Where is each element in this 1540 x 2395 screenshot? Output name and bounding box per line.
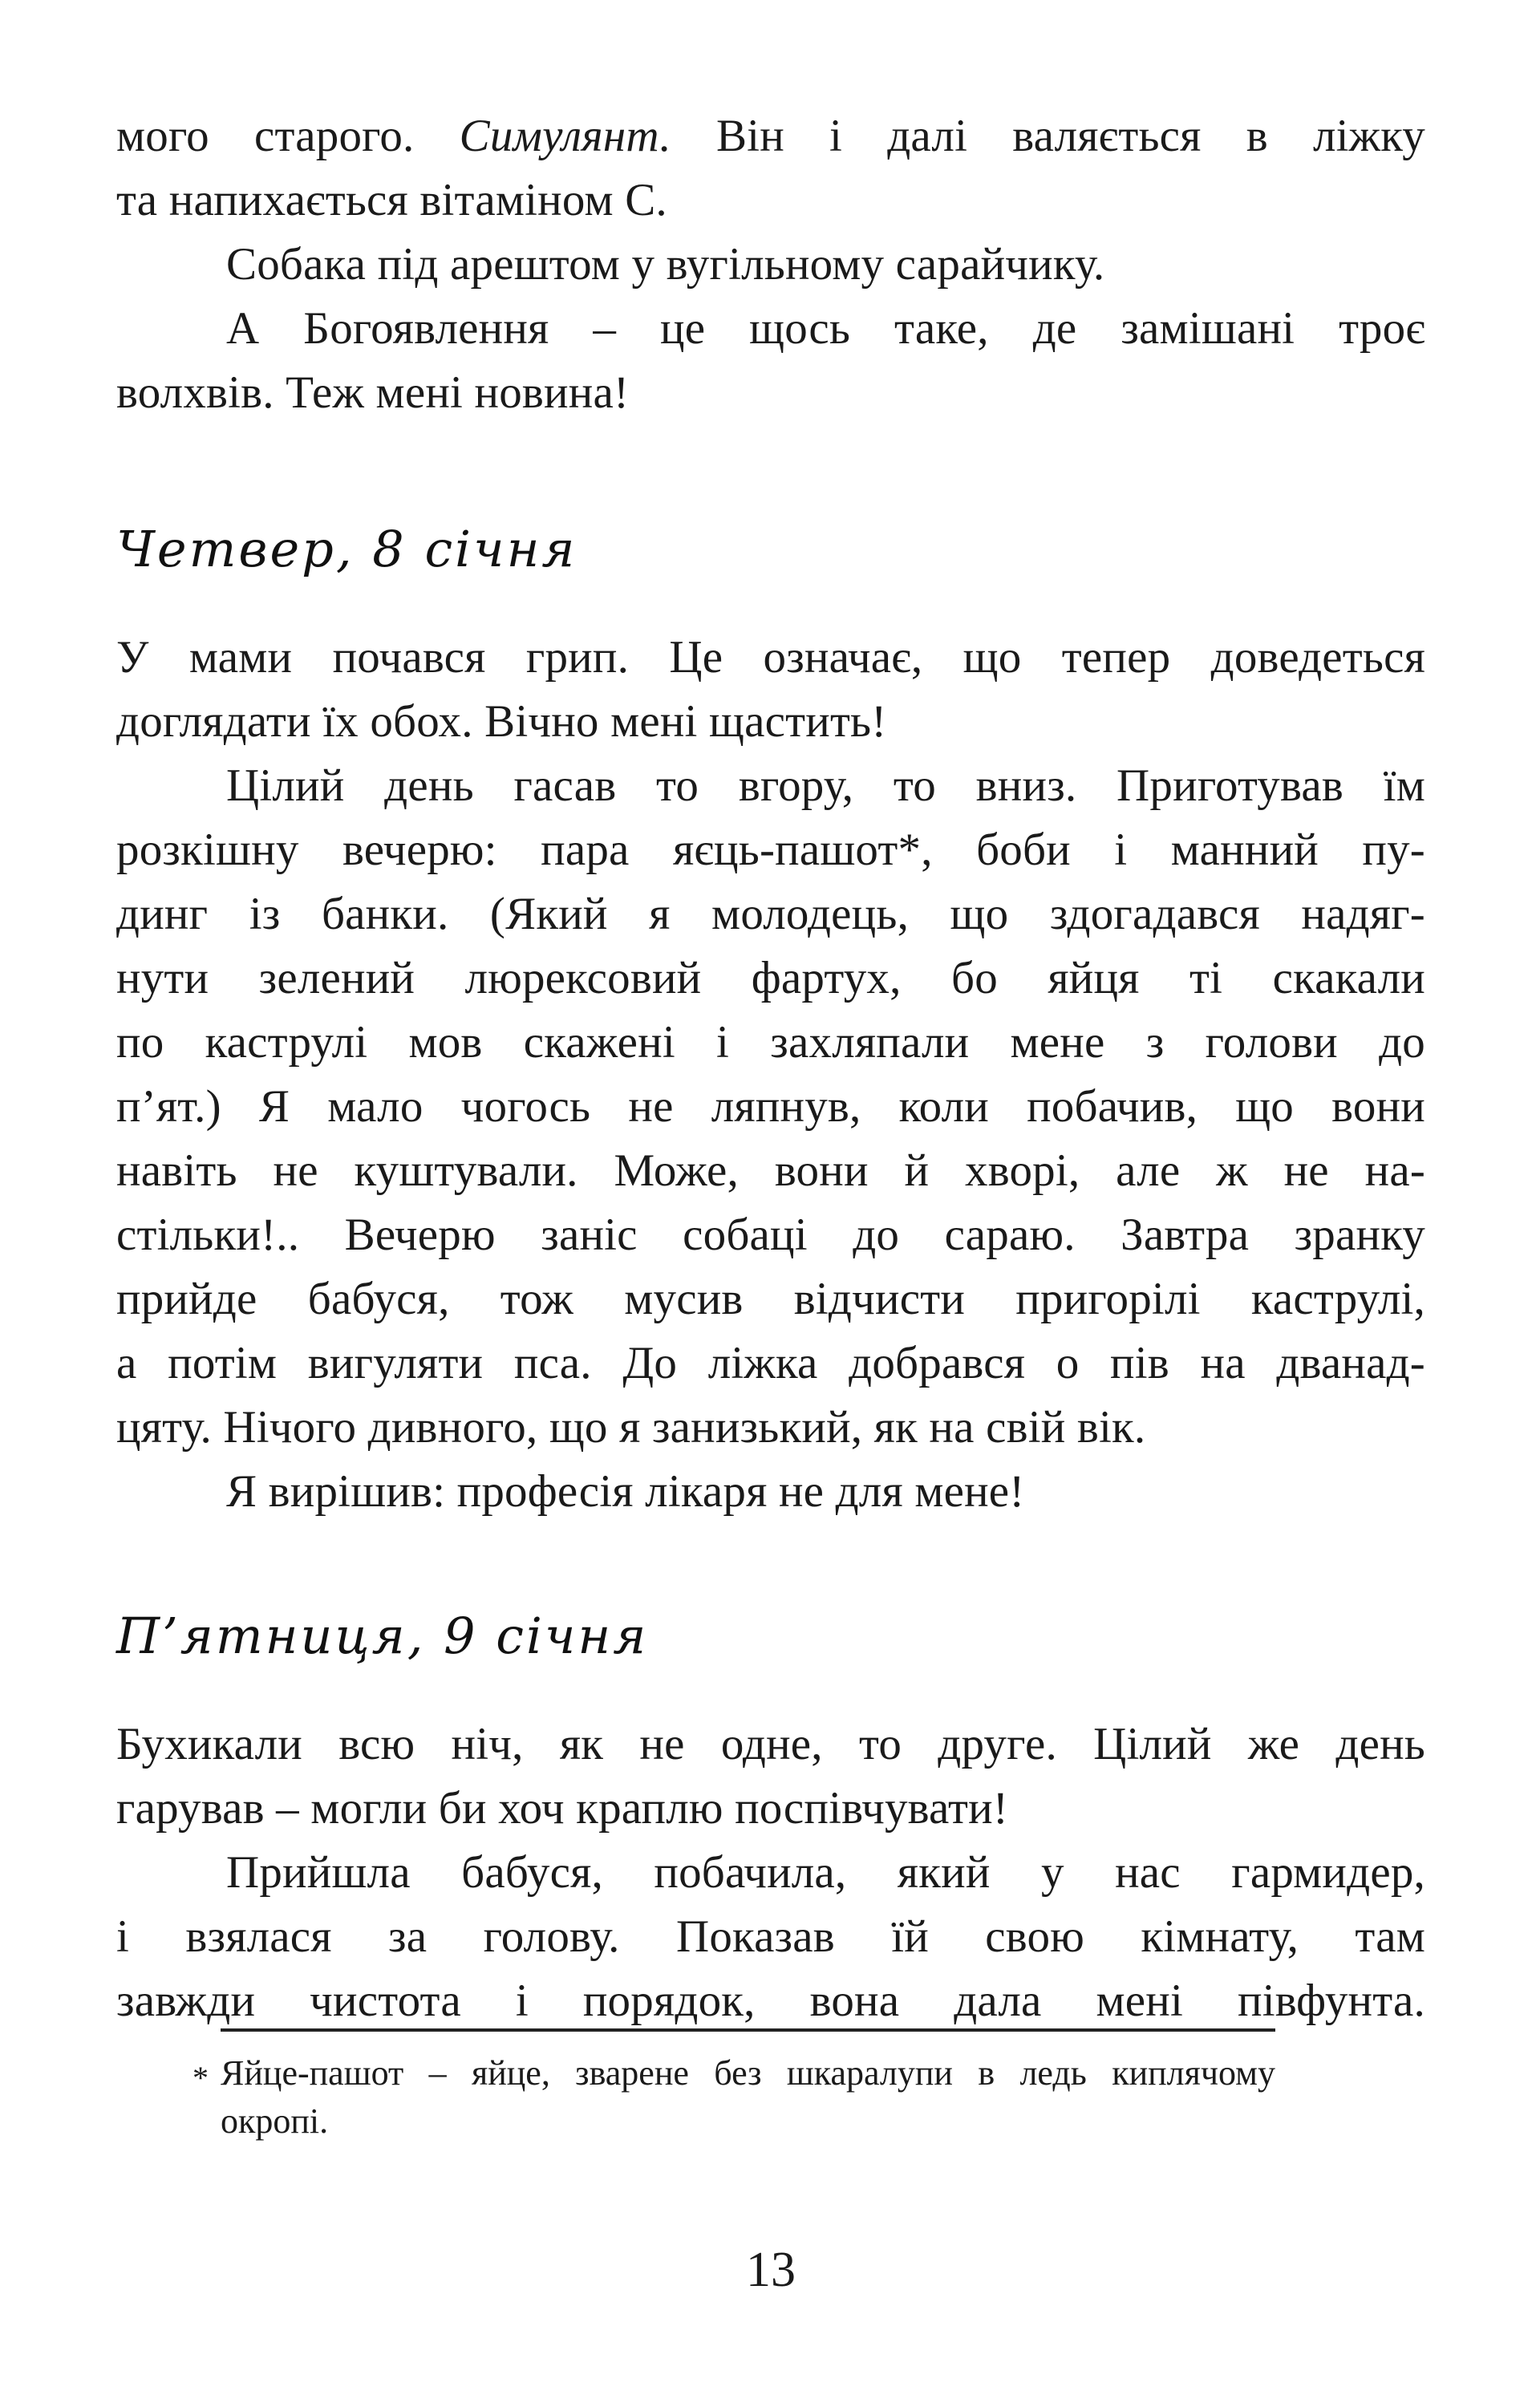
body-line: Бухикали всю ніч, як не одне, то друге. Цілий же день [116,1719,1425,1769]
italic-word: Симулянт. [459,111,671,161]
body-line: по каструлі мов скажені і захляпали мене з голови до [116,1017,1425,1068]
body-text: мого старого. [116,111,460,161]
footnote-text: окропі. [221,2101,329,2141]
body-text: Він і далі валяється в ліжку [671,111,1425,161]
body-line: гарував – могли би хоч краплю поспівчувати! [116,1783,1009,1834]
body-line: доглядати їх обох. Вічно мені щастить! [116,696,887,747]
body-line: розкішну вечерю: пара яєць-пашот*, боби і манний пу- [116,825,1425,875]
body-line: А Богоявлення – це щось таке, де замішані троє [226,303,1425,354]
footnote-separator [221,2028,1275,2032]
footnote-text: Яйце-пашот – яйце, зварене без шкаралупи в ледь киплячому [221,2053,1275,2093]
body-line: п’ят.) Я мало чогось не ляпнув, коли побачив, що вони [116,1081,1425,1132]
body-line: Я вирішив: професія лікаря не для мене! [226,1466,1025,1517]
body-line: Прийшла бабуся, побачила, який у нас гармидер, [226,1847,1425,1898]
page-number: 13 [746,2243,796,2297]
body-line: Цілий день гасав то вгору, то вниз. Приготував їм [226,760,1425,811]
body-line: і взялася за голову. Показав їй свою кімнату, там [116,1911,1425,1962]
body-line: навіть не куштували. Може, вони й хворі, але ж не на- [116,1145,1425,1196]
body-line: стільки!.. Вечерю заніс собаці до сараю. Завтра зранку [116,1210,1425,1260]
body-line: а потім вигуляти пса. До ліжка добрався о пів на дванад- [116,1338,1425,1388]
body-line: завжди чистота і порядок, вона дала мені півфунта. [116,1976,1425,2026]
body-line: та напихається вітаміном С. [116,175,667,225]
diary-date-heading: П’ятниця, 9 січня [116,1607,649,1665]
diary-date-heading: Четвер, 8 січня [116,520,578,578]
body-line: нути зелений люрексовий фартух, бо яйця ті скакали [116,953,1425,1003]
body-line [116,104,1425,168]
body-line: Собака під арештом у вугільному сарайчику. [226,239,1105,290]
body-line: прийде бабуся, тож мусив відчисти пригорілі каструлі, [116,1274,1425,1324]
body-line: динг із банки. (Який я молодець, що здогадався надяг- [116,889,1425,939]
footnote-marker: * [192,2060,209,2096]
body-line: волхвів. Теж мені новина! [116,367,630,418]
body-line: У мами почався грип. Це означає, що тепер доведеться [116,632,1425,683]
body-line: цяту. Нічого дивного, що я занизький, як на свій вік. [116,1402,1146,1453]
